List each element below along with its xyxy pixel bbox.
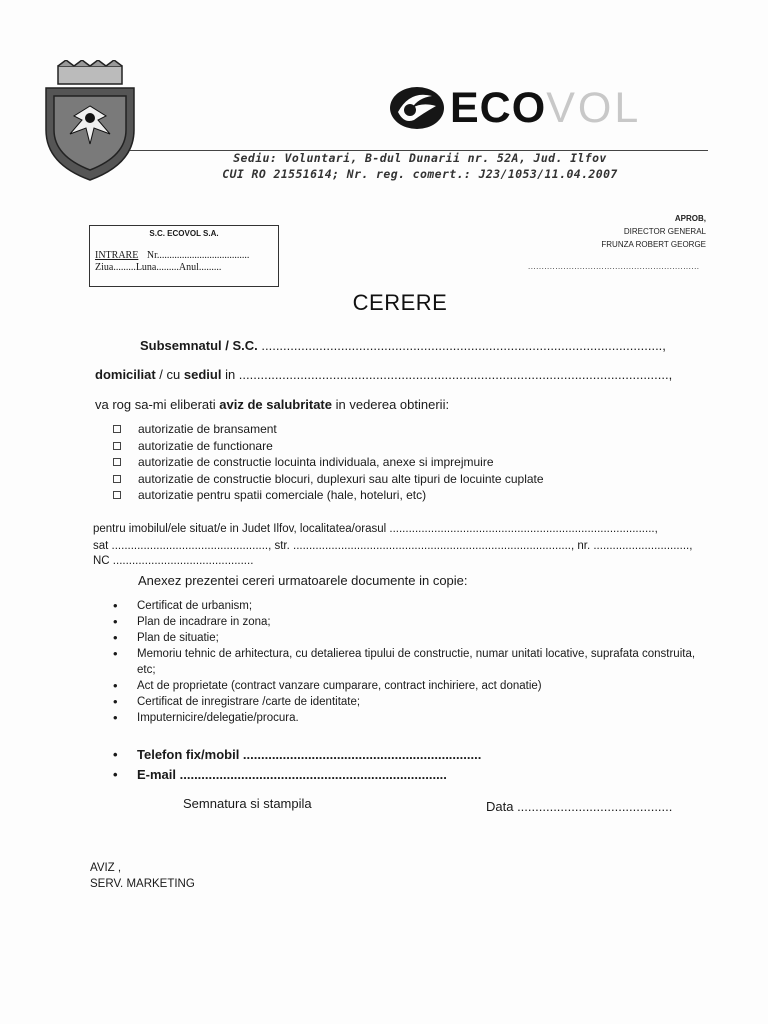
registry-box xyxy=(89,225,279,287)
signature-label[interactable]: Semnatura si stampila xyxy=(183,796,312,811)
checkbox[interactable] xyxy=(113,458,121,466)
aviz-label: AVIZ , xyxy=(90,862,122,874)
checkbox[interactable] xyxy=(113,442,121,450)
checkbox[interactable] xyxy=(113,475,121,483)
list-item: • Memoriu tehnic de arhitectura, cu detalierea tipului de constructie, numar unitati locative, suprafata construita, etc; xyxy=(113,646,696,676)
applicant-label: Subsemnatul / S.C. xyxy=(140,338,258,353)
email-label: E-mail .......................................................................... xyxy=(137,767,447,782)
phone-label: Telefon fix/mobil .................................................................. xyxy=(137,747,482,762)
option-label: autorizatie pentru spatii comerciale (hale, hoteluri, etc) xyxy=(138,488,427,502)
registry-company: S.C. ECOVOL S.A. xyxy=(149,229,219,238)
list-item: • Imputernicire/delegatie/procura. xyxy=(113,710,299,725)
registry-entry-nr[interactable]: Nr..................................... xyxy=(146,250,250,261)
phone-field[interactable]: • Telefon fix/mobil .................................................................. xyxy=(113,747,482,762)
list-item: • Plan de incadrare in zona; xyxy=(113,614,271,629)
domiciliat-sep: / cu xyxy=(155,367,184,382)
document-title: CERERE xyxy=(352,290,448,315)
request-part-1: va rog sa-mi eliberati xyxy=(95,397,220,412)
ecovol-logo xyxy=(388,78,710,138)
email-field[interactable]: • E-mail .......................................................................... xyxy=(113,767,447,782)
address-field[interactable] xyxy=(95,367,672,382)
property-nc-field[interactable]: NC ............................................ xyxy=(93,555,254,567)
sediul-label: sediul xyxy=(183,367,222,382)
approval-title: APROB, xyxy=(674,214,706,223)
option-label: autorizatie de constructie locuinta individuala, anexe si imprejmuire xyxy=(138,455,494,469)
annex-item-label: Plan de incadrare in zona; xyxy=(137,616,271,628)
approval-signature-line[interactable]: ............................................................... xyxy=(528,262,700,271)
list-item: • Plan de situatie; xyxy=(113,630,219,645)
applicant-dots: ..............................................................................................................., xyxy=(261,338,666,353)
request-part-3: in vederea obtinerii: xyxy=(332,397,450,412)
marketing-department-label: SERV. MARKETING xyxy=(90,878,195,890)
approval-role: DIRECTOR GENERAL xyxy=(623,227,706,236)
brand-vol: VOL xyxy=(546,84,642,132)
property-street-field[interactable]: sat ................................................., str. ......................................................................................., nr. .............................., xyxy=(93,540,693,552)
property-locality-field[interactable]: pentru imobilul/ele situat/e in Judet Ilfov, localitatea/orasul ..................................................................................., xyxy=(93,523,658,535)
annex-intro: Anexez prezentei cereri urmatoarele documente in copie: xyxy=(138,573,468,588)
checkbox[interactable] xyxy=(113,425,121,433)
annex-list xyxy=(110,598,710,726)
registry-entry-label: INTRARE xyxy=(95,250,139,261)
checkbox[interactable] xyxy=(113,491,121,499)
annex-item-label: Certificat de urbanism; xyxy=(137,600,253,612)
brand-eco: ECO xyxy=(450,84,547,132)
request-sentence xyxy=(95,397,449,412)
in-label: in xyxy=(221,367,239,382)
annex-item-label: Imputernicire/delegatie/procura. xyxy=(137,712,299,724)
list-item: • Act de proprietate (contract vanzare cumparare, contract inchiriere, act donatie) xyxy=(113,678,542,693)
option-label: autorizatie de constructie blocuri, duplexuri sau alte tipuri de locuinte cuplate xyxy=(138,471,544,486)
option-label: autorizatie de functionare xyxy=(138,438,273,453)
address-dots: ......................................................................................................................., xyxy=(238,367,673,382)
contact-list xyxy=(110,745,710,785)
option-label: autorizatie de bransament xyxy=(138,422,277,436)
coat-of-arms-icon xyxy=(40,60,140,182)
address-line-1: Sediu: Voluntari, B-dul Dunarii nr. 52A, Jud. Ilfov xyxy=(233,151,607,165)
approval-block xyxy=(601,212,706,251)
domiciliat-label: domiciliat xyxy=(95,367,156,382)
registry-entry-line xyxy=(95,250,249,261)
date-field[interactable]: Data ........................................... xyxy=(486,799,673,814)
ecovol-emblem-icon xyxy=(388,84,446,132)
registry-entry-date[interactable]: Ziua.........Luna.........Anul......... xyxy=(95,262,222,273)
annex-item-label: Memoriu tehnic de arhitectura, cu detalierea tipului de constructie, numar unitati locative, suprafata construita, etc; xyxy=(137,648,696,676)
address-line-2: CUI RO 21551614; Nr. reg. comert.: J23/1053/11.04.2007 xyxy=(222,167,618,181)
annex-item-label: Certificat de inregistrare /carte de identitate; xyxy=(137,696,361,708)
annex-item-label: Plan de situatie; xyxy=(137,632,219,644)
approval-name: FRUNZA ROBERT GEORGE xyxy=(601,240,706,249)
brand-name xyxy=(450,78,641,138)
list-item: • Certificat de inregistrare /carte de identitate; xyxy=(113,694,361,709)
applicant-name-field[interactable] xyxy=(140,338,666,353)
list-item: • Certificat de urbanism; xyxy=(113,598,253,613)
request-part-2: aviz de salubritate xyxy=(219,397,332,412)
annex-item-label: Act de proprietate (contract vanzare cumparare, contract inchiriere, act donatie) xyxy=(137,680,542,692)
